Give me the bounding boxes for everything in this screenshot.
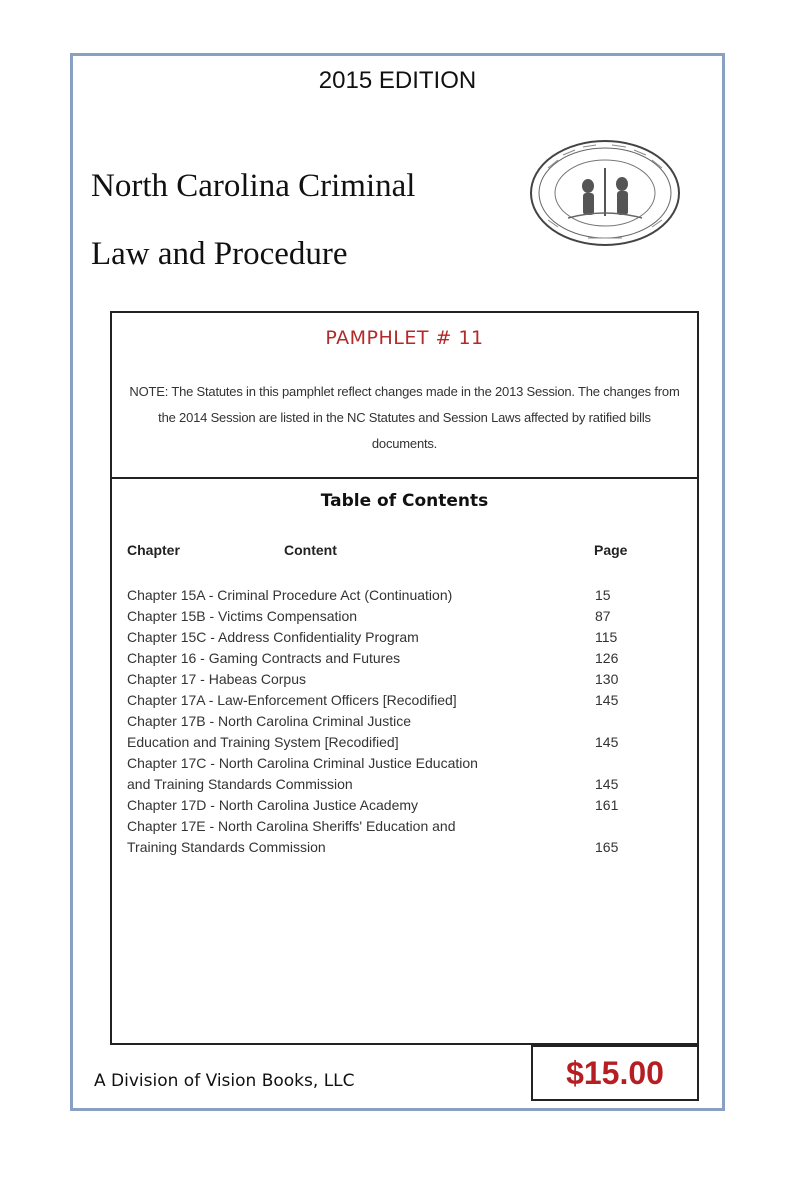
- toc-row: [127, 627, 667, 648]
- toc-chapter-title: Chapter 17A - Law-Enforcement Officers [Recodified]: [127, 692, 457, 708]
- toc-row: [127, 795, 667, 816]
- toc-chapter-title: Chapter 17B - North Carolina Criminal Justice Education and Training System [Recodified]: [127, 713, 411, 750]
- column-header-content: Content: [284, 542, 337, 558]
- toc-chapter-title: Chapter 17E - North Carolina Sheriffs' Education and Training Standards Commission: [127, 818, 456, 855]
- toc-row: [127, 816, 667, 858]
- state-seal-icon: [528, 138, 682, 248]
- publisher-label: A Division of Vision Books, LLC: [94, 1071, 355, 1091]
- toc-chapter-title: Chapter 17D - North Carolina Justice Academy: [127, 797, 419, 813]
- edition-label: 2015 EDITION: [318, 67, 477, 94]
- pamphlet-box: [110, 311, 699, 479]
- toc-page-number: 161: [595, 797, 619, 813]
- toc-row: [127, 648, 667, 669]
- toc-heading: Table of Contents: [320, 491, 489, 511]
- toc-chapter-title: Chapter 15A - Criminal Procedure Act (Continuation): [127, 587, 453, 603]
- toc-page-number: 130: [595, 671, 619, 687]
- toc-page-number: 115: [595, 629, 618, 645]
- pamphlet-note: NOTE: The Statutes in this pamphlet reflect changes made in the 2013 Session. The changes from the 2014 Session are listed in the NC Statutes and Session Laws affected by ratified bills documents.: [129, 384, 680, 451]
- toc-page-number: 165: [595, 839, 619, 855]
- toc-row: [127, 711, 667, 753]
- book-cover: [70, 53, 725, 1111]
- pamphlet-label: PAMPHLET # 11: [325, 327, 484, 349]
- toc-chapter-title: Chapter 15C - Address Confidentiality Program: [127, 629, 419, 645]
- toc-chapter-title: Chapter 16 - Gaming Contracts and Futures: [127, 650, 401, 666]
- price-box: [531, 1045, 699, 1101]
- toc-page-number: 145: [595, 734, 619, 750]
- toc-page-number: 145: [595, 692, 619, 708]
- title-line-1: North Carolina Criminal: [91, 168, 416, 204]
- price-label: $15.00: [566, 1054, 664, 1091]
- toc-chapter-title: Chapter 17 - Habeas Corpus: [127, 671, 306, 687]
- toc-chapter-title: Chapter 15B - Victims Compensation: [127, 608, 358, 624]
- toc-row: [127, 690, 667, 711]
- toc-page-number: 126: [595, 650, 619, 666]
- toc-row: [127, 606, 667, 627]
- toc-page-number: 15: [595, 587, 611, 603]
- title-line-2: Law and Procedure: [91, 236, 348, 272]
- table-of-contents: [110, 477, 699, 1045]
- column-header-page: Page: [594, 542, 628, 558]
- toc-page-number: 87: [595, 608, 611, 624]
- toc-row: [127, 669, 667, 690]
- toc-page-number: 145: [595, 776, 619, 792]
- toc-row: [127, 753, 667, 795]
- column-header-chapter: Chapter: [127, 542, 180, 558]
- toc-row: [127, 585, 667, 606]
- toc-list: [127, 585, 667, 858]
- toc-chapter-title: Chapter 17C - North Carolina Criminal Justice Education and Training Standards Commission: [127, 755, 478, 792]
